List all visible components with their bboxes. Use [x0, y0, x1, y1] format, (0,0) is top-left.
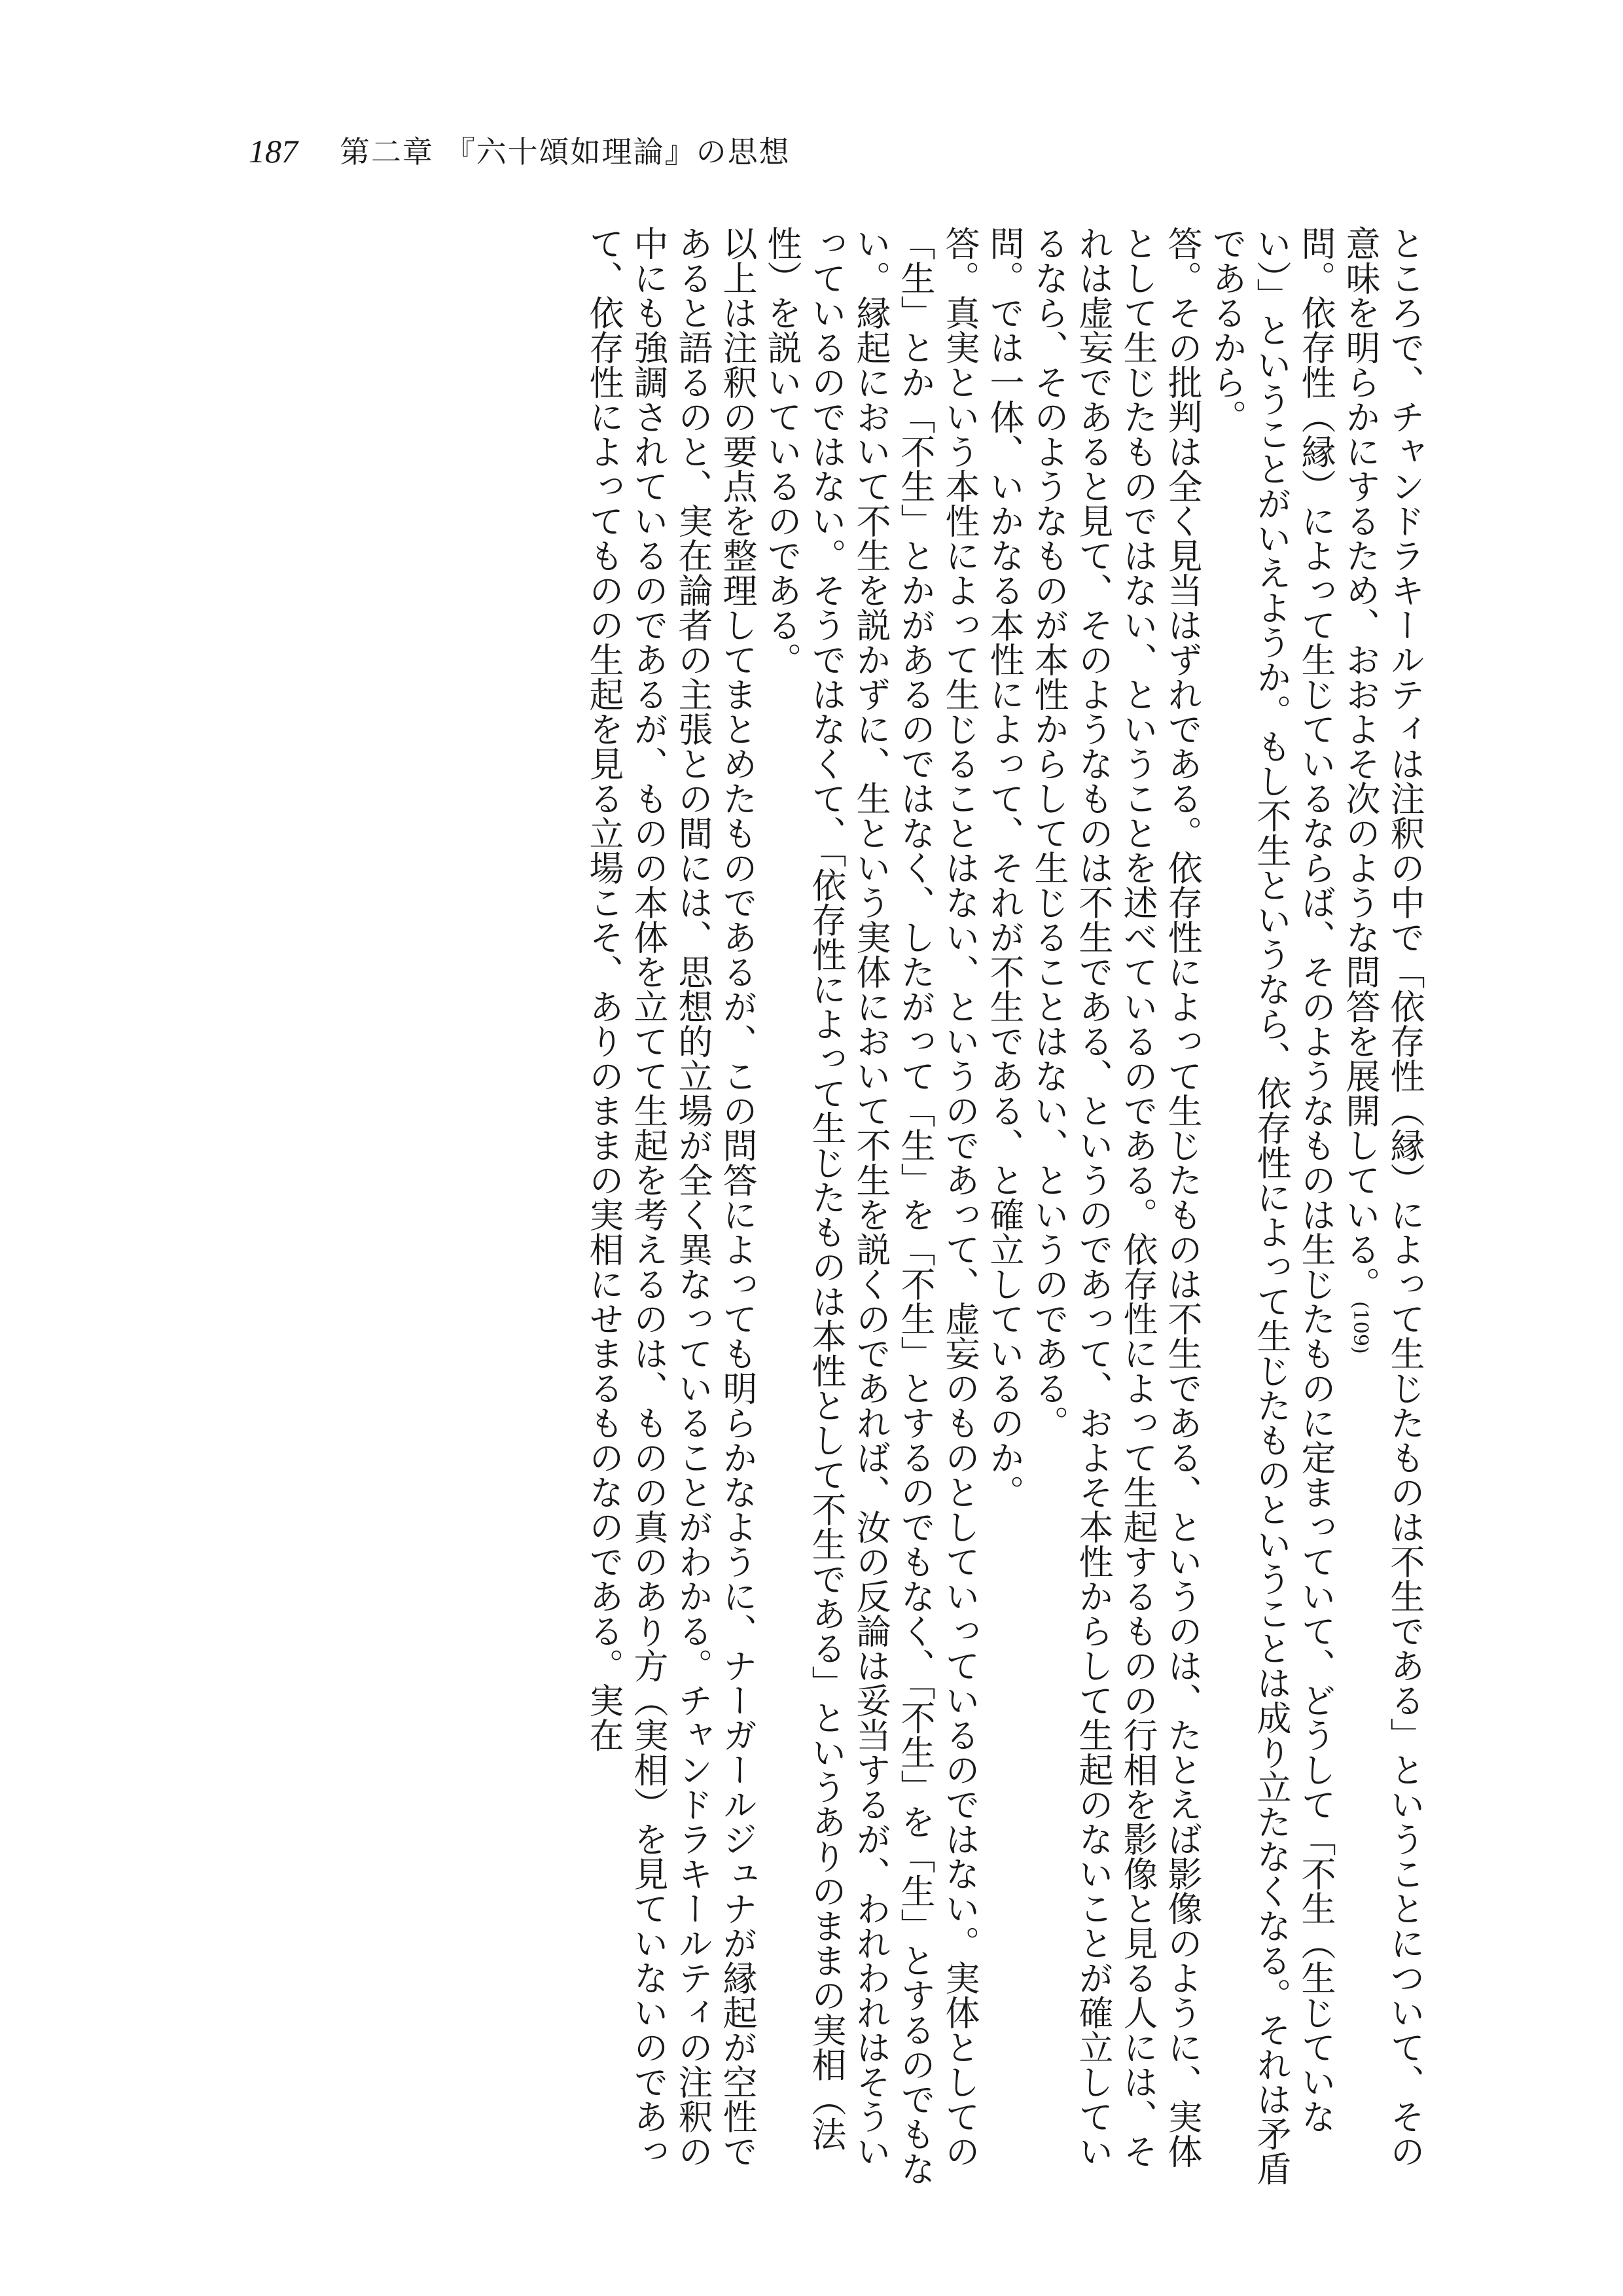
paragraph-text: ところで、チャンドラキールティは注釈の中で「依存性（縁）によって生じたものは不生である」ということについて、その意味を明らかにするため、おおよそ次のような問答を展開している。	[1340, 226, 1425, 2168]
paragraph-summary: 以上は注釈の要点を整理してまとめたものであるが、この問答によっても明らかなように、ナーガールジュナが縁起が空性であると語るのと、実在論者の主張との間には、思想的立場が全く異なっていることがわかる。チャンドラキールティの注釈の中にも強調されているのであるが、ものの本体を立てて生起を考えるのは、ものの真のあり方（実相）を見ていないのであって、依存性によってものの生起を見る立場こそ、ありのままの実相にせまるものなのである。実在	[584, 226, 757, 2168]
note-mark: (109)	[1349, 1301, 1372, 1354]
running-head: 第二章 『六十頌如理論』の思想	[340, 134, 791, 170]
page-header	[249, 128, 791, 181]
paragraph-question-2: 問。では一体、いかなる本性によって、それが不生である、と確立しているのか。	[984, 226, 1024, 1509]
paragraph-intro	[1338, 226, 1427, 2189]
note-reference	[1346, 1301, 1374, 1354]
paragraph-answer-1: 答。その批判は全く見当はずれである。依存性によって生じたものは不生である、というのは、たとえば影像のように、実体として生じたものではない、ということを述べているのである。依存性によって生起するものの行相を影像と見る人には、それは虚妄であると見て、そのようなものは不生である、というのであって、およそ本性からして生起のないことが確立しているなら、そのようなものが本性からして生じることはない、というのである。	[1029, 226, 1202, 2168]
paragraph-answer-2: 答。真実という本性によって生じることはない、というのであって、虚妄のものとしていっているのではない。実体としての「生」とか「不生」とかがあるのではなく、したがって「生」を「不生」とするのでもなく、「不生」を「生」とするのでもない。縁起において不生を説かずに、生という実体において不生を説くのであれば、汝の反論は妥当するが、われわれはそういっているのではない。そうではなくて、「依存性によって生じたものは本性として不生である」というありのままの実相（法性）を説いているのである。	[762, 226, 980, 2186]
paragraph-question-1: 問。依存性（縁）によって生じているならば、そのようなものは生じたものに定まっていて、どうして「不生（生じていない）」ということがいえようか。もし不生というなら、依存性によって生じたものということは成り立たなくなる。それは矛盾であるから。	[1207, 226, 1336, 2186]
body-text	[581, 226, 1427, 2189]
page-number: 187	[249, 133, 298, 170]
